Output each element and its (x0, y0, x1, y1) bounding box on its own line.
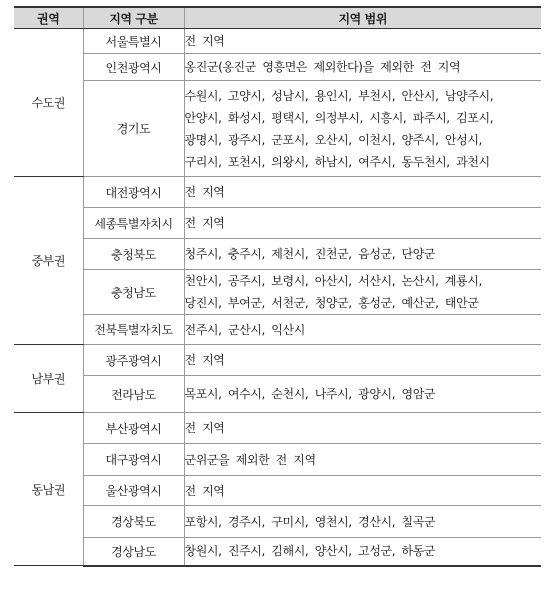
scope-line: 창원시, 진주시, 김해시, 양산시, 고성군, 하동군 (184, 544, 436, 559)
division-cell: 인천광역시 (83, 54, 184, 81)
region-cell: 동남권 (14, 413, 83, 566)
table-row (14, 506, 541, 538)
division-cell: 대구광역시 (83, 444, 184, 476)
scope-cell (184, 538, 541, 566)
scope-cell (184, 81, 541, 177)
scope-cell (184, 444, 541, 476)
scope-line: 전 지역 (184, 216, 225, 230)
table-row (14, 413, 541, 444)
scope-line: 청주시, 충주시, 제천시, 진천군, 음성군, 단양군 (184, 247, 436, 261)
scope-line: 군위군을 제외한 전 지역 (184, 452, 316, 467)
table-row (14, 376, 541, 413)
division-cell: 전라남도 (83, 376, 184, 413)
division-cell: 전북특별자치도 (83, 315, 184, 345)
scope-line: 전 지역 (184, 421, 225, 435)
division-cell: 서울특별시 (83, 29, 184, 54)
table-row (14, 270, 541, 315)
division-cell: 광주광역시 (83, 345, 184, 376)
table-row (14, 444, 541, 476)
scope-cell (184, 208, 541, 239)
scope-line: 목포시, 여수시, 순천시, 나주시, 광양시, 영암군 (184, 387, 436, 401)
header-region: 권역 (14, 7, 83, 29)
scope-line: 전 지역 (184, 353, 225, 367)
scope-cell (184, 376, 541, 413)
division-cell: 충청북도 (83, 239, 184, 270)
division-cell: 울산광역시 (83, 476, 184, 506)
division-cell: 충청남도 (83, 270, 184, 315)
scope-line: 천안시, 공주시, 보령시, 아산시, 서산시, 논산시, 계룡시, (184, 274, 482, 288)
scope-line: 구리시, 포천시, 의왕시, 하남시, 여주시, 동두천시, 과천시 (184, 154, 490, 169)
scope-line: 옹진군(옹진군 영흥면은 제외한다)을 제외한 전 지역 (184, 60, 461, 74)
scope-cell (184, 345, 541, 376)
division-cell: 세종특별자치시 (83, 208, 184, 239)
division-cell: 경상남도 (83, 538, 184, 566)
scope-line: 광명시, 광주시, 군포시, 오산시, 이천시, 양주시, 안성시, (184, 132, 482, 147)
scope-line: 포항시, 경주시, 구미시, 영천시, 경산시, 칠곡군 (184, 514, 436, 529)
table-row (14, 315, 541, 345)
header-scope: 지역 범위 (184, 7, 541, 29)
scope-cell (184, 177, 541, 208)
region-table (14, 6, 541, 567)
scope-line: 수원시, 고양시, 성남시, 용인시, 부천시, 안산시, 남양주시, (184, 88, 494, 103)
scope-line: 전 지역 (184, 483, 225, 498)
table-row (14, 538, 541, 566)
region-cell: 중부권 (14, 177, 83, 345)
scope-cell (184, 239, 541, 270)
scope-cell (184, 506, 541, 538)
table-row (14, 476, 541, 506)
table-row (14, 345, 541, 376)
table-row (14, 29, 541, 54)
scope-cell (184, 476, 541, 506)
header-division: 지역 구분 (83, 7, 184, 29)
scope-line: 전주시, 군산시, 익산시 (184, 322, 305, 337)
scope-line: 안양시, 화성시, 평택시, 의정부시, 시흥시, 파주시, 김포시, (184, 110, 494, 125)
table-row (14, 239, 541, 270)
table-row (14, 54, 541, 81)
scope-line: 전 지역 (184, 34, 225, 48)
region-cell: 남부권 (14, 345, 83, 413)
division-cell: 부산광역시 (83, 413, 184, 444)
scope-cell (184, 29, 541, 54)
scope-cell (184, 54, 541, 81)
table-row (14, 81, 541, 177)
scope-line: 전 지역 (184, 185, 225, 199)
scope-cell (184, 270, 541, 315)
table-row (14, 208, 541, 239)
division-cell: 경기도 (83, 81, 184, 177)
table-row (14, 177, 541, 208)
scope-cell (184, 315, 541, 345)
scope-cell (184, 413, 541, 444)
division-cell: 경상북도 (83, 506, 184, 538)
division-cell: 대전광역시 (83, 177, 184, 208)
region-cell: 수도권 (14, 29, 83, 177)
scope-line: 당진시, 부여군, 서천군, 청양군, 홍성군, 예산군, 태안군 (184, 296, 479, 310)
table-body (14, 29, 541, 566)
header-row (14, 7, 541, 29)
